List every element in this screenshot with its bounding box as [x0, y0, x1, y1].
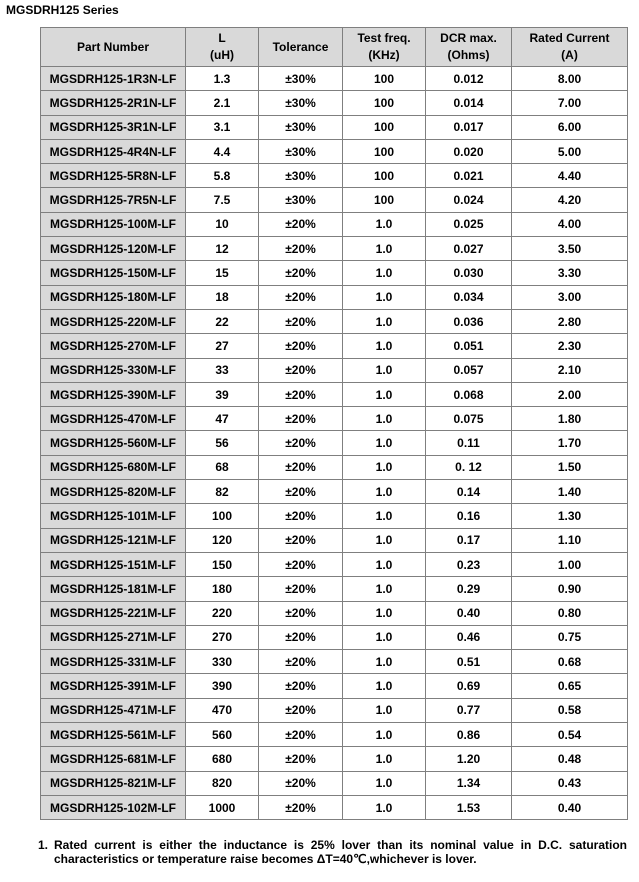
- cell-inductance: 56: [186, 431, 259, 455]
- series-title: MGSDRH125 Series: [6, 3, 119, 17]
- cell-dcr: 0.86: [426, 723, 512, 747]
- cell-test-freq: 1.0: [343, 577, 426, 601]
- cell-test-freq: 1.0: [343, 261, 426, 285]
- cell-test-freq: 1.0: [343, 601, 426, 625]
- cell-test-freq: 1.0: [343, 504, 426, 528]
- cell-part-number: MGSDRH125-121M-LF: [41, 528, 186, 552]
- header-inductance: [186, 28, 259, 67]
- cell-test-freq: 1.0: [343, 674, 426, 698]
- cell-dcr: 0.030: [426, 261, 512, 285]
- cell-part-number: MGSDRH125-180M-LF: [41, 285, 186, 309]
- table-row: [41, 407, 628, 431]
- cell-test-freq: 1.0: [343, 237, 426, 261]
- cell-rated-current: 0.75: [512, 625, 628, 649]
- cell-inductance: 120: [186, 528, 259, 552]
- spec-table: [40, 27, 628, 820]
- cell-inductance: 33: [186, 358, 259, 382]
- cell-test-freq: 1.0: [343, 528, 426, 552]
- table-row: [41, 382, 628, 406]
- cell-inductance: 15: [186, 261, 259, 285]
- table-row: [41, 674, 628, 698]
- cell-tolerance: ±20%: [259, 334, 343, 358]
- cell-test-freq: 100: [343, 91, 426, 115]
- cell-rated-current: 1.50: [512, 455, 628, 479]
- footnote-number: 1.: [38, 838, 49, 852]
- cell-rated-current: 3.00: [512, 285, 628, 309]
- cell-part-number: MGSDRH125-102M-LF: [41, 795, 186, 819]
- cell-inductance: 18: [186, 285, 259, 309]
- cell-dcr: 0.024: [426, 188, 512, 212]
- cell-rated-current: 0.43: [512, 771, 628, 795]
- cell-part-number: MGSDRH125-150M-LF: [41, 261, 186, 285]
- cell-dcr: 1.53: [426, 795, 512, 819]
- cell-test-freq: 1.0: [343, 309, 426, 333]
- cell-inductance: 27: [186, 334, 259, 358]
- cell-inductance: 22: [186, 309, 259, 333]
- cell-test-freq: 100: [343, 164, 426, 188]
- cell-inductance: 270: [186, 625, 259, 649]
- cell-dcr: 1.34: [426, 771, 512, 795]
- cell-test-freq: 1.0: [343, 771, 426, 795]
- cell-part-number: MGSDRH125-821M-LF: [41, 771, 186, 795]
- cell-inductance: 1.3: [186, 67, 259, 91]
- cell-dcr: 0.40: [426, 601, 512, 625]
- cell-rated-current: 3.30: [512, 261, 628, 285]
- cell-tolerance: ±20%: [259, 601, 343, 625]
- cell-tolerance: ±20%: [259, 795, 343, 819]
- cell-test-freq: 1.0: [343, 407, 426, 431]
- cell-inductance: 5.8: [186, 164, 259, 188]
- cell-test-freq: 1.0: [343, 431, 426, 455]
- cell-rated-current: 0.65: [512, 674, 628, 698]
- cell-inductance: 10: [186, 212, 259, 236]
- cell-rated-current: 0.58: [512, 698, 628, 722]
- cell-inductance: 560: [186, 723, 259, 747]
- cell-inductance: 390: [186, 674, 259, 698]
- table-row: [41, 650, 628, 674]
- cell-test-freq: 1.0: [343, 455, 426, 479]
- cell-part-number: MGSDRH125-680M-LF: [41, 455, 186, 479]
- table-row: [41, 91, 628, 115]
- cell-tolerance: ±20%: [259, 552, 343, 576]
- table-row: [41, 115, 628, 139]
- cell-tolerance: ±20%: [259, 650, 343, 674]
- table-row: [41, 67, 628, 91]
- table-row: [41, 334, 628, 358]
- cell-tolerance: ±20%: [259, 698, 343, 722]
- table-row: [41, 747, 628, 771]
- cell-test-freq: 1.0: [343, 650, 426, 674]
- cell-tolerance: ±20%: [259, 261, 343, 285]
- cell-dcr: 0.017: [426, 115, 512, 139]
- table-row: [41, 188, 628, 212]
- cell-inductance: 100: [186, 504, 259, 528]
- table-row: [41, 261, 628, 285]
- cell-test-freq: 1.0: [343, 552, 426, 576]
- cell-tolerance: ±20%: [259, 431, 343, 455]
- cell-rated-current: 0.54: [512, 723, 628, 747]
- header-test-freq: [343, 28, 426, 67]
- table-row: [41, 212, 628, 236]
- cell-dcr: 0.075: [426, 407, 512, 431]
- cell-test-freq: 100: [343, 115, 426, 139]
- cell-part-number: MGSDRH125-151M-LF: [41, 552, 186, 576]
- header-inductance-label: L: [218, 31, 226, 45]
- table-row: [41, 528, 628, 552]
- cell-tolerance: ±20%: [259, 455, 343, 479]
- cell-dcr: 0.23: [426, 552, 512, 576]
- cell-tolerance: ±20%: [259, 212, 343, 236]
- cell-dcr: 1.20: [426, 747, 512, 771]
- cell-dcr: 0.068: [426, 382, 512, 406]
- cell-rated-current: 3.50: [512, 237, 628, 261]
- cell-test-freq: 100: [343, 67, 426, 91]
- cell-part-number: MGSDRH125-1R3N-LF: [41, 67, 186, 91]
- table-row: [41, 698, 628, 722]
- cell-tolerance: ±20%: [259, 723, 343, 747]
- cell-inductance: 820: [186, 771, 259, 795]
- cell-tolerance: ±30%: [259, 67, 343, 91]
- cell-inductance: 68: [186, 455, 259, 479]
- table-header: [41, 28, 628, 67]
- cell-dcr: 0.014: [426, 91, 512, 115]
- cell-test-freq: 1.0: [343, 334, 426, 358]
- table-row: [41, 139, 628, 163]
- table-row: [41, 480, 628, 504]
- cell-test-freq: 1.0: [343, 212, 426, 236]
- cell-part-number: MGSDRH125-271M-LF: [41, 625, 186, 649]
- cell-part-number: MGSDRH125-820M-LF: [41, 480, 186, 504]
- cell-dcr: 0.051: [426, 334, 512, 358]
- cell-rated-current: 1.40: [512, 480, 628, 504]
- cell-tolerance: ±30%: [259, 115, 343, 139]
- cell-tolerance: ±20%: [259, 747, 343, 771]
- header-dcr: [426, 28, 512, 67]
- cell-inductance: 12: [186, 237, 259, 261]
- header-rated-current-label: Rated Current: [529, 31, 610, 45]
- table-row: [41, 455, 628, 479]
- table-row: [41, 601, 628, 625]
- cell-tolerance: ±20%: [259, 407, 343, 431]
- header-test-freq-label: Test freq.: [357, 31, 411, 45]
- cell-inductance: 2.1: [186, 91, 259, 115]
- cell-part-number: MGSDRH125-4R4N-LF: [41, 139, 186, 163]
- cell-dcr: 0.14: [426, 480, 512, 504]
- cell-part-number: MGSDRH125-561M-LF: [41, 723, 186, 747]
- cell-inductance: 330: [186, 650, 259, 674]
- cell-inductance: 82: [186, 480, 259, 504]
- cell-part-number: MGSDRH125-330M-LF: [41, 358, 186, 382]
- cell-part-number: MGSDRH125-470M-LF: [41, 407, 186, 431]
- cell-tolerance: ±20%: [259, 625, 343, 649]
- cell-rated-current: 0.40: [512, 795, 628, 819]
- cell-rated-current: 4.00: [512, 212, 628, 236]
- cell-part-number: MGSDRH125-471M-LF: [41, 698, 186, 722]
- cell-tolerance: ±20%: [259, 382, 343, 406]
- cell-test-freq: 100: [343, 188, 426, 212]
- cell-tolerance: ±20%: [259, 358, 343, 382]
- cell-part-number: MGSDRH125-3R1N-LF: [41, 115, 186, 139]
- cell-tolerance: ±30%: [259, 139, 343, 163]
- cell-tolerance: ±30%: [259, 188, 343, 212]
- cell-dcr: 0.16: [426, 504, 512, 528]
- cell-inductance: 470: [186, 698, 259, 722]
- cell-tolerance: ±20%: [259, 309, 343, 333]
- cell-test-freq: 1.0: [343, 285, 426, 309]
- cell-rated-current: 0.68: [512, 650, 628, 674]
- table-row: [41, 552, 628, 576]
- table-row: [41, 358, 628, 382]
- cell-part-number: MGSDRH125-7R5N-LF: [41, 188, 186, 212]
- cell-dcr: 0.027: [426, 237, 512, 261]
- cell-inductance: 4.4: [186, 139, 259, 163]
- header-tolerance: Tolerance: [259, 28, 343, 67]
- cell-rated-current: 2.00: [512, 382, 628, 406]
- cell-dcr: 0.77: [426, 698, 512, 722]
- cell-part-number: MGSDRH125-391M-LF: [41, 674, 186, 698]
- cell-inductance: 180: [186, 577, 259, 601]
- cell-dcr: 0.020: [426, 139, 512, 163]
- table-row: [41, 431, 628, 455]
- cell-tolerance: ±20%: [259, 577, 343, 601]
- header-inductance-unit: (uH): [210, 48, 234, 62]
- cell-dcr: 0.51: [426, 650, 512, 674]
- cell-inductance: 39: [186, 382, 259, 406]
- table-row: [41, 164, 628, 188]
- cell-part-number: MGSDRH125-120M-LF: [41, 237, 186, 261]
- table-body: [41, 67, 628, 820]
- table-row: [41, 285, 628, 309]
- cell-part-number: MGSDRH125-331M-LF: [41, 650, 186, 674]
- cell-part-number: MGSDRH125-181M-LF: [41, 577, 186, 601]
- cell-rated-current: 2.10: [512, 358, 628, 382]
- cell-inductance: 7.5: [186, 188, 259, 212]
- header-rated-current: [512, 28, 628, 67]
- header-rated-current-unit: (A): [561, 48, 578, 62]
- cell-dcr: 0. 12: [426, 455, 512, 479]
- table-row: [41, 771, 628, 795]
- cell-dcr: 0.036: [426, 309, 512, 333]
- cell-test-freq: 1.0: [343, 382, 426, 406]
- cell-test-freq: 1.0: [343, 480, 426, 504]
- cell-rated-current: 1.70: [512, 431, 628, 455]
- cell-rated-current: 4.20: [512, 188, 628, 212]
- cell-inductance: 680: [186, 747, 259, 771]
- cell-rated-current: 6.00: [512, 115, 628, 139]
- cell-rated-current: 4.40: [512, 164, 628, 188]
- table-row: [41, 795, 628, 819]
- footnote: [38, 838, 627, 866]
- cell-test-freq: 1.0: [343, 698, 426, 722]
- header-part-number: Part Number: [41, 28, 186, 67]
- table-row: [41, 504, 628, 528]
- cell-part-number: MGSDRH125-100M-LF: [41, 212, 186, 236]
- cell-dcr: 0.17: [426, 528, 512, 552]
- cell-part-number: MGSDRH125-390M-LF: [41, 382, 186, 406]
- cell-rated-current: 7.00: [512, 91, 628, 115]
- cell-inductance: 47: [186, 407, 259, 431]
- cell-part-number: MGSDRH125-2R1N-LF: [41, 91, 186, 115]
- cell-test-freq: 100: [343, 139, 426, 163]
- cell-dcr: 0.034: [426, 285, 512, 309]
- header-test-freq-unit: (KHz): [368, 48, 400, 62]
- cell-tolerance: ±20%: [259, 285, 343, 309]
- cell-tolerance: ±30%: [259, 91, 343, 115]
- cell-rated-current: 5.00: [512, 139, 628, 163]
- cell-part-number: MGSDRH125-681M-LF: [41, 747, 186, 771]
- cell-part-number: MGSDRH125-560M-LF: [41, 431, 186, 455]
- footnote-text: Rated current is either the inductance is 25% lover than its nominal value in D.C. saturation characteristics or temperature raise becomes ΔT=40℃,whichever is lover.: [54, 838, 627, 866]
- cell-tolerance: ±20%: [259, 674, 343, 698]
- cell-rated-current: 1.30: [512, 504, 628, 528]
- cell-dcr: 0.29: [426, 577, 512, 601]
- cell-rated-current: 1.80: [512, 407, 628, 431]
- cell-test-freq: 1.0: [343, 625, 426, 649]
- header-dcr-label: DCR max.: [440, 31, 497, 45]
- cell-test-freq: 1.0: [343, 795, 426, 819]
- cell-dcr: 0.021: [426, 164, 512, 188]
- cell-tolerance: ±20%: [259, 528, 343, 552]
- cell-test-freq: 1.0: [343, 747, 426, 771]
- cell-rated-current: 2.80: [512, 309, 628, 333]
- cell-dcr: 0.012: [426, 67, 512, 91]
- cell-test-freq: 1.0: [343, 358, 426, 382]
- cell-tolerance: ±20%: [259, 480, 343, 504]
- cell-part-number: MGSDRH125-270M-LF: [41, 334, 186, 358]
- cell-tolerance: ±20%: [259, 771, 343, 795]
- cell-rated-current: 1.00: [512, 552, 628, 576]
- cell-dcr: 0.025: [426, 212, 512, 236]
- cell-tolerance: ±20%: [259, 504, 343, 528]
- cell-rated-current: 8.00: [512, 67, 628, 91]
- cell-rated-current: 0.80: [512, 601, 628, 625]
- cell-inductance: 220: [186, 601, 259, 625]
- cell-part-number: MGSDRH125-220M-LF: [41, 309, 186, 333]
- cell-rated-current: 1.10: [512, 528, 628, 552]
- header-dcr-unit: (Ohms): [447, 48, 490, 62]
- table-row: [41, 309, 628, 333]
- cell-test-freq: 1.0: [343, 723, 426, 747]
- table-row: [41, 723, 628, 747]
- cell-part-number: MGSDRH125-101M-LF: [41, 504, 186, 528]
- cell-dcr: 0.11: [426, 431, 512, 455]
- cell-rated-current: 0.90: [512, 577, 628, 601]
- table-row: [41, 625, 628, 649]
- cell-rated-current: 2.30: [512, 334, 628, 358]
- cell-inductance: 1000: [186, 795, 259, 819]
- table-row: [41, 237, 628, 261]
- cell-dcr: 0.69: [426, 674, 512, 698]
- cell-tolerance: ±20%: [259, 237, 343, 261]
- table-row: [41, 577, 628, 601]
- cell-rated-current: 0.48: [512, 747, 628, 771]
- cell-inductance: 3.1: [186, 115, 259, 139]
- cell-dcr: 0.46: [426, 625, 512, 649]
- cell-part-number: MGSDRH125-5R8N-LF: [41, 164, 186, 188]
- cell-tolerance: ±30%: [259, 164, 343, 188]
- cell-inductance: 150: [186, 552, 259, 576]
- cell-part-number: MGSDRH125-221M-LF: [41, 601, 186, 625]
- cell-dcr: 0.057: [426, 358, 512, 382]
